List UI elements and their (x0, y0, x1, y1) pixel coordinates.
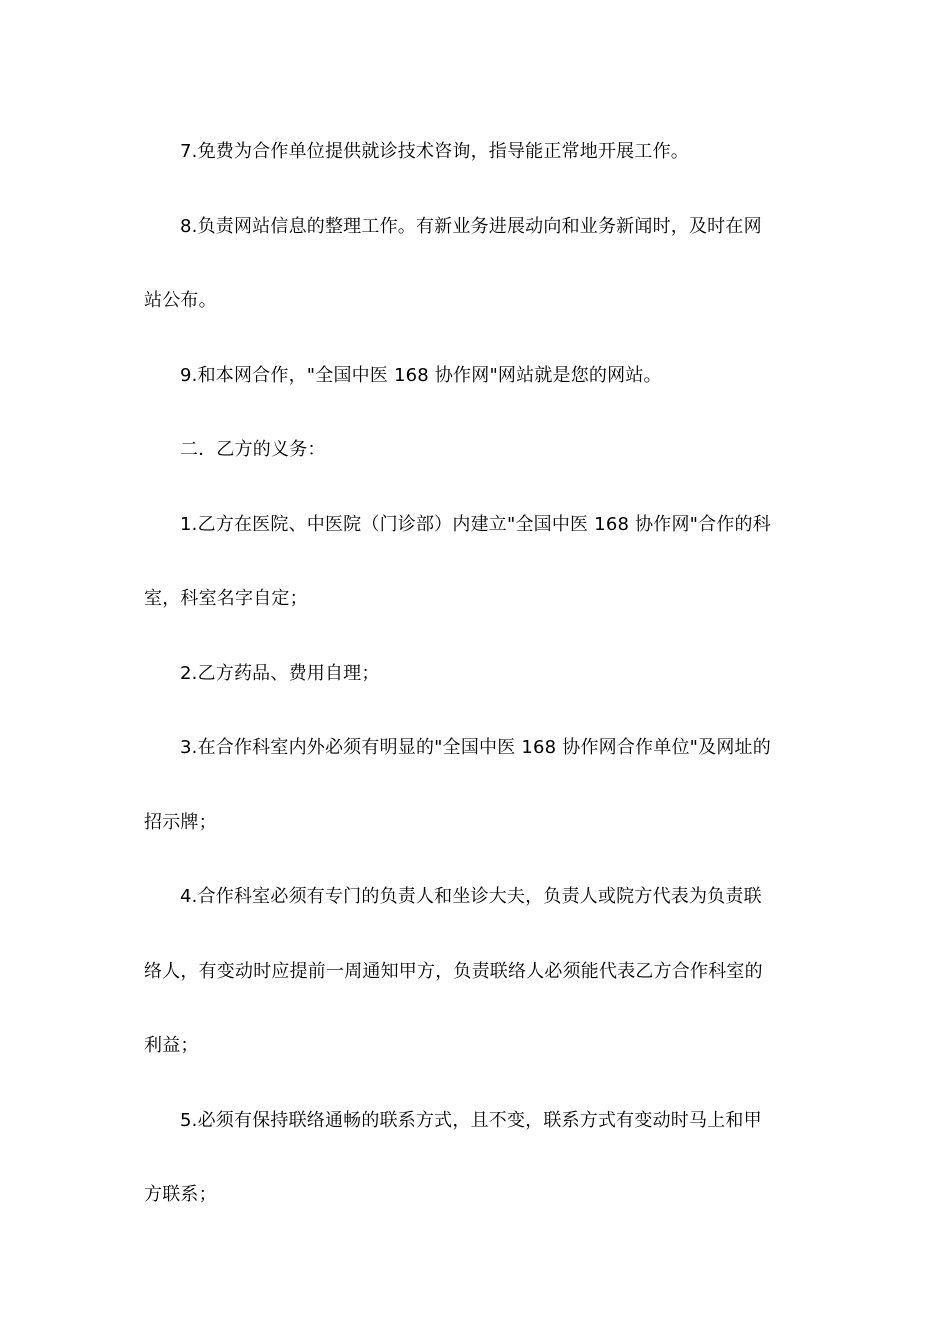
paragraph-line: 利益； (144, 1035, 199, 1056)
paragraph-line: 9.和本网合作，"全国中医 168 协作网"网站就是您的网站。 (180, 364, 662, 386)
paragraph-item-8 (144, 190, 806, 339)
paragraph-line: 7.免费为合作单位提供就诊技术咨询，指导能正常地开展工作。 (180, 141, 689, 162)
paragraph-line: 室，科室名字自定； (144, 588, 308, 609)
obligation-item-4 (144, 860, 806, 1084)
obligation-item-2 (144, 637, 806, 712)
paragraph-line: 招示牌； (144, 811, 217, 833)
paragraph-line: 2.乙方药品、费用自理； (180, 662, 380, 684)
obligation-item-3 (144, 711, 806, 860)
paragraph-item-9 (144, 339, 806, 414)
paragraph-line: 8.负责网站信息的整理工作。有新业务进展动向和业务新闻时，及时在网 (180, 215, 762, 237)
section-heading-text: 二．乙方的义务： (180, 439, 326, 460)
paragraph-line: 3.在合作科室内外必须有明显的"全国中医 168 协作网合作单位"及网址的 (180, 737, 771, 758)
section-heading (144, 413, 806, 488)
paragraph-line: 5.必须有保持联络通畅的联系方式，且不变，联系方式有变动时马上和甲 (180, 1109, 762, 1131)
paragraph-item-7 (144, 115, 806, 190)
paragraph-line: 4.合作科室必须有专门的负责人和坐诊大夫，负责人或院方代表为负责联 (180, 886, 762, 907)
paragraph-line: 站公布。 (144, 290, 217, 311)
obligation-item-1 (144, 488, 806, 637)
paragraph-line: 方联系； (144, 1184, 217, 1205)
document-body (144, 115, 806, 1233)
obligation-item-5 (144, 1084, 806, 1233)
paragraph-line: 1.乙方在医院、中医院（门诊部）内建立"全国中医 168 协作网"合作的科 (180, 513, 771, 535)
paragraph-line: 络人，有变动时应提前一周通知甲方，负责联络人必须能代表乙方合作科室的 (144, 960, 763, 982)
